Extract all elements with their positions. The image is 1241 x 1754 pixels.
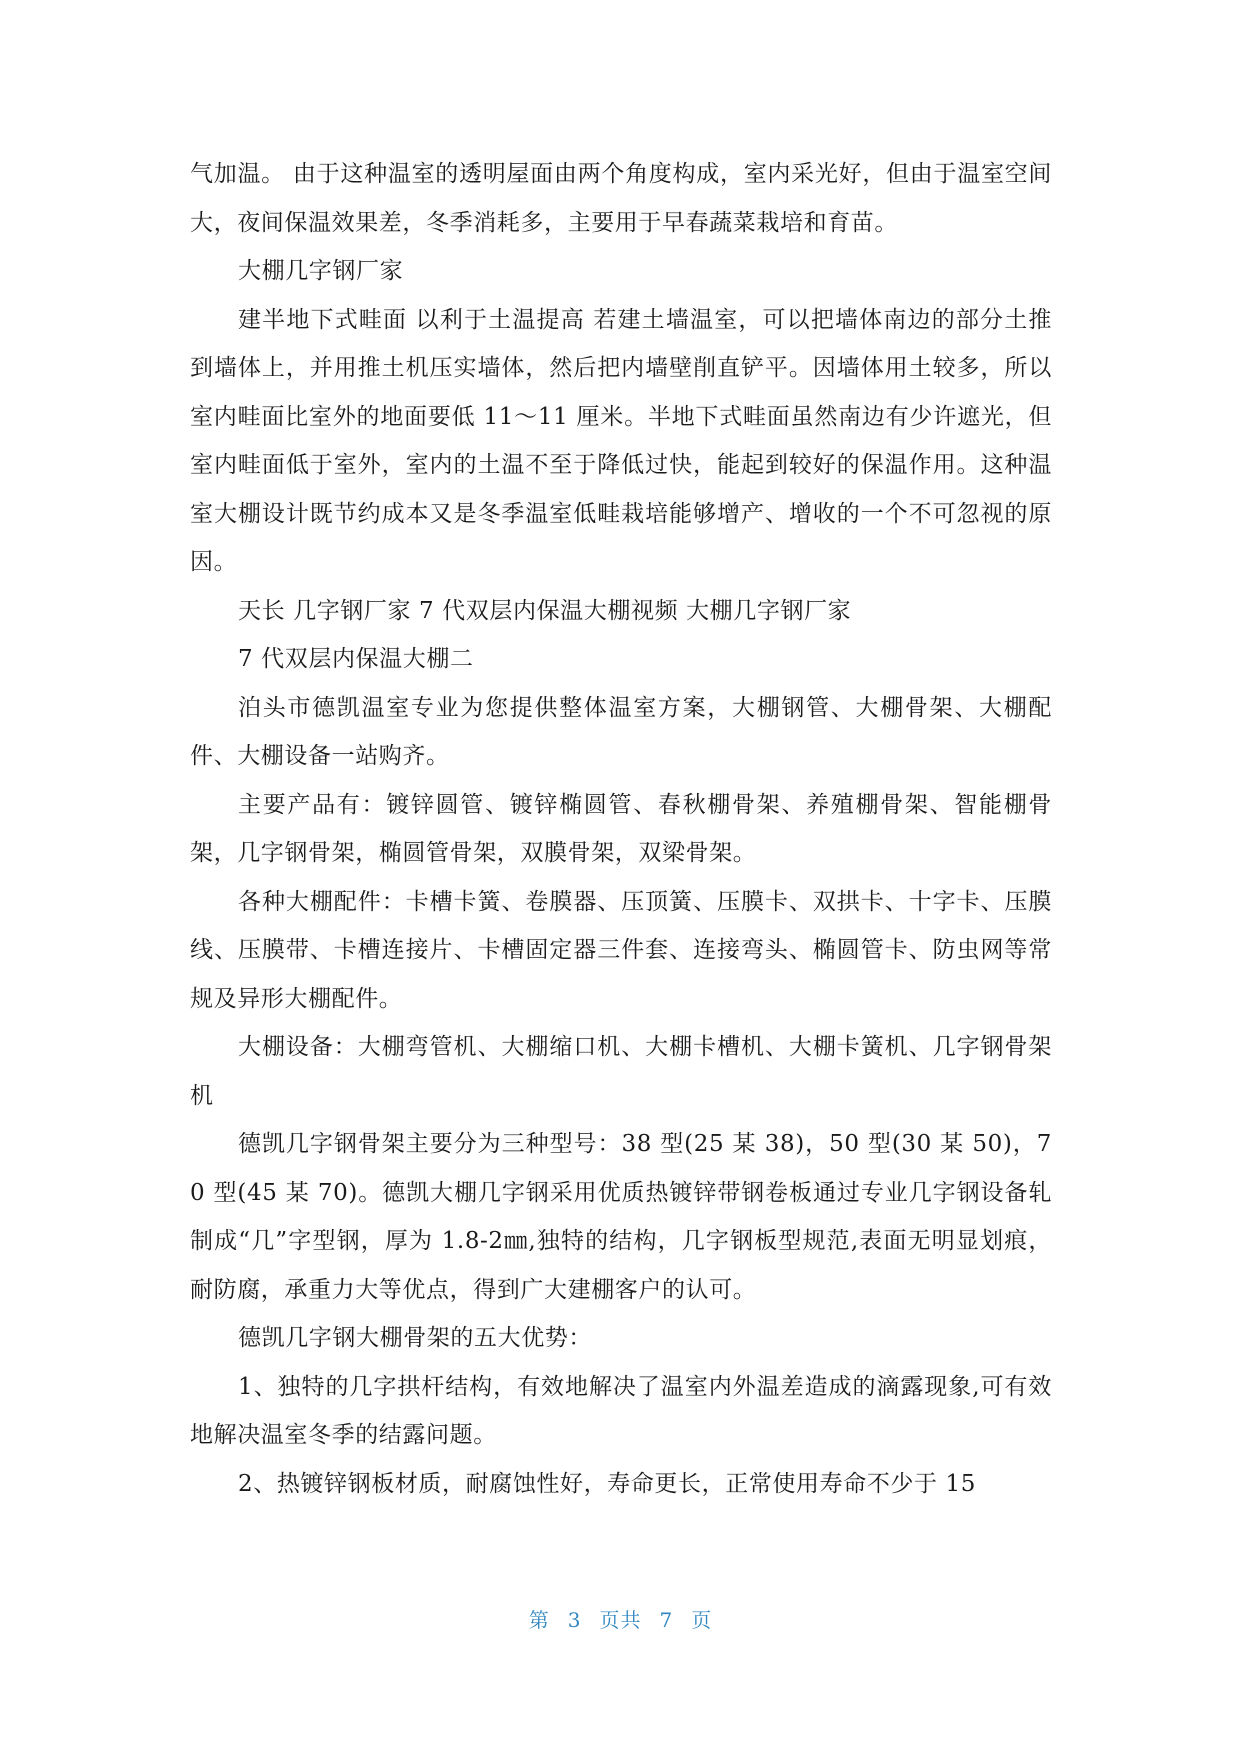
paragraph-3: 建半地下式畦面 以利于土温提高 若建土墙温室，可以把墙体南边的部分土推到墙体上，并用推土机压实墙体，然后把内墙壁削直铲平。因墙体用土较多，所以室内畦面比室外的地面要低 11～11 厘米。半地下式畦面虽然南边有少许遮光，但室内畦面低于室外，室内的土温不至于降低过快，能起到较好的保温作用。这种温室大棚设计既节约成本又是冬季温室低畦栽培能够增产、增收的一个不可忽视的原因。: [190, 306, 1052, 575]
paragraph-5: 7 代双层内保温大棚二: [238, 646, 474, 672]
total-page-number: 7: [659, 1608, 674, 1632]
paragraph-6: 泊头市德凯温室专业为您提供整体温室方案，大棚钢管、大棚骨架、大棚配件、大棚设备一站购齐。: [190, 694, 1052, 769]
paragraph-2: 大棚几字钢厂家: [238, 258, 404, 284]
paragraph-13: 2、热镀锌钢板材质，耐腐蚀性好，寿命更长，正常使用寿命不少于 15: [238, 1470, 977, 1497]
paragraph-11: 德凯几字钢大棚骨架的五大优势：: [238, 1325, 592, 1351]
current-page-number: 3: [567, 1608, 582, 1632]
paragraph-9: 大棚设备：大棚弯管机、大棚缩口机、大棚卡槽机、大棚卡簧机、几字钢骨架机: [190, 1034, 1052, 1109]
footer-prefix: 第: [528, 1608, 550, 1632]
paragraph-7: 主要产品有：镀锌圆管、镀锌椭圆管、春秋棚骨架、养殖棚骨架、智能棚骨架，几字钢骨架，椭圆管骨架，双膜骨架，双梁骨架。: [190, 791, 1052, 866]
page-footer: [0, 1604, 1241, 1633]
footer-middle: 页共: [599, 1608, 642, 1632]
paragraph-1: 气加温。 由于这种温室的透明屋面由两个角度构成，室内采光好，但由于温室空间大，夜间保温效果差，冬季消耗多，主要用于早春蔬菜栽培和育苗。: [190, 161, 1052, 236]
paragraph-4: 天长 几字钢厂家 7 代双层内保温大棚视频 大棚几字钢厂家: [238, 597, 852, 624]
paragraph-10: 德凯几字钢骨架主要分为三种型号：38 型(25 某 38)，50 型(30 某 50)，70 型(45 某 70)。德凯大棚几字钢采用优质热镀锌带钢卷板通过专业几字钢设备轧制成“几”字型钢，厚为 1.8-2㎜,独特的结构，几字钢板型规范,表面无明显划痕，耐防腐，承重力大等优点，得到广大建棚客户的认可。: [190, 1131, 1052, 1303]
paragraph-12: 1、独特的几字拱杆结构，有效地解决了温室内外温差造成的滴露现象,可有效地解决温室冬季的结露问题。: [190, 1373, 1052, 1448]
footer-suffix: 页: [691, 1608, 713, 1632]
paragraph-8: 各种大棚配件：卡槽卡簧、卷膜器、压顶簧、压膜卡、双拱卡、十字卡、压膜线、压膜带、卡槽连接片、卡槽固定器三件套、连接弯头、椭圆管卡、防虫网等常规及异形大棚配件。: [190, 888, 1052, 1012]
document-body: [190, 150, 1052, 1508]
